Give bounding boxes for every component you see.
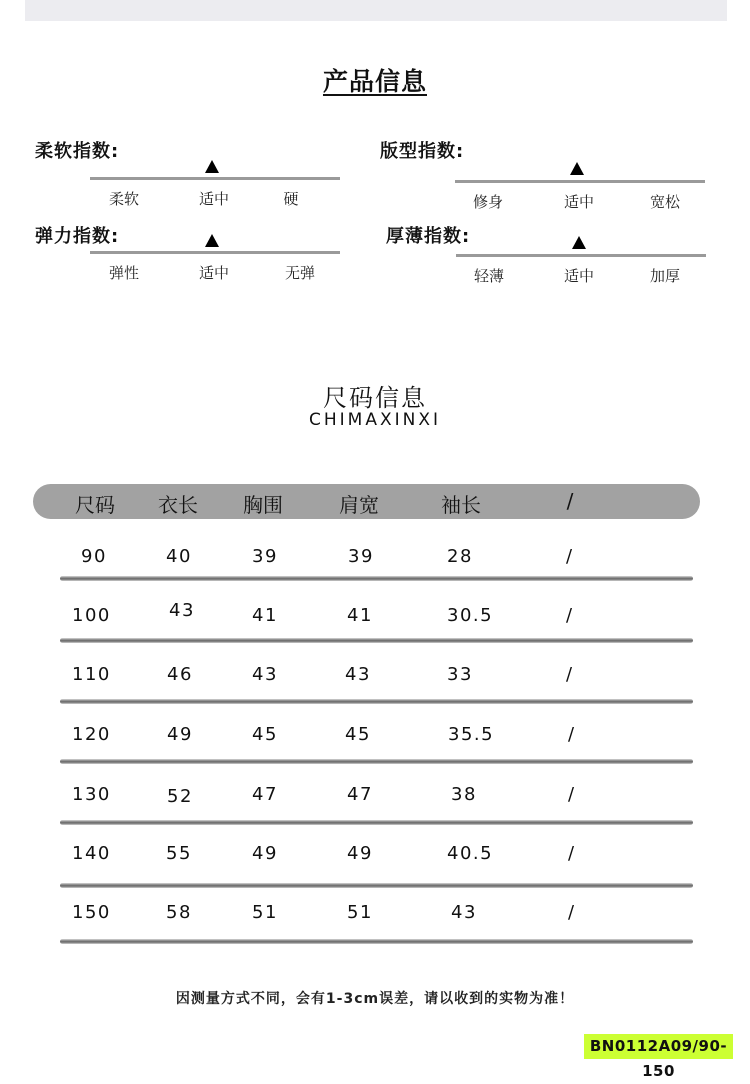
triangle-up-icon <box>205 234 219 247</box>
cell-length: 46 <box>167 664 193 685</box>
cell-sleeve: 40.5 <box>447 843 494 864</box>
cell-chest: 49 <box>252 843 278 864</box>
cell-extra: / <box>566 605 574 626</box>
cell-shoulder: 43 <box>345 664 371 685</box>
cell-shoulder: 45 <box>345 724 371 745</box>
cell-sleeve: 35.5 <box>448 724 495 745</box>
column-header-chest: 胸围 <box>243 493 283 517</box>
cell-size: 150 <box>72 902 111 923</box>
cell-length: 43 <box>169 600 195 621</box>
index-option: 适中 <box>563 193 594 211</box>
cell-length: 55 <box>166 843 192 864</box>
cell-extra: / <box>568 902 576 923</box>
index-option: 适中 <box>198 190 229 208</box>
index-option: 加厚 <box>649 267 680 285</box>
index-label: 版型指数: <box>380 141 465 162</box>
cell-chest: 51 <box>252 902 278 923</box>
index-scale-line <box>90 251 340 254</box>
cell-length: 58 <box>166 902 192 923</box>
index-option: 修身 <box>472 193 503 211</box>
measurement-note: 因测量方式不同，会有1-3cm误差，请以收到的实物为准！ <box>175 991 575 1007</box>
row-divider <box>60 638 693 643</box>
cell-shoulder: 41 <box>347 605 373 626</box>
cell-sleeve: 38 <box>451 784 477 805</box>
row-divider <box>60 820 693 825</box>
column-header-size: 尺码 <box>75 493 115 517</box>
index-option: 轻薄 <box>473 267 504 285</box>
cell-chest: 45 <box>252 724 278 745</box>
index-label: 厚薄指数: <box>386 226 471 247</box>
cell-shoulder: 49 <box>347 843 373 864</box>
cell-size: 90 <box>81 546 107 567</box>
triangle-up-icon <box>205 160 219 173</box>
row-divider <box>60 939 693 944</box>
product-code-badge: BN0112A09/90-150 <box>584 1034 733 1059</box>
cell-size: 140 <box>72 843 111 864</box>
top-band <box>25 0 727 21</box>
triangle-up-icon <box>572 236 586 249</box>
cell-extra: / <box>566 546 574 567</box>
row-divider <box>60 883 693 888</box>
index-option: 硬 <box>283 190 299 208</box>
cell-size: 130 <box>72 784 111 805</box>
row-divider <box>60 576 693 581</box>
index-option: 柔软 <box>108 190 139 208</box>
index-option: 弹性 <box>108 264 139 282</box>
cell-length: 52 <box>167 786 193 807</box>
cell-length: 40 <box>166 546 192 567</box>
index-label: 弹力指数: <box>35 226 120 247</box>
cell-chest: 41 <box>252 605 278 626</box>
cell-size: 110 <box>72 664 111 685</box>
index-scale-line <box>455 180 705 183</box>
cell-shoulder: 39 <box>348 546 374 567</box>
column-header-shoulder: 肩宽 <box>339 493 379 517</box>
column-header-sleeve: 袖长 <box>441 493 481 517</box>
row-divider <box>60 759 693 764</box>
size-info-subtitle: CHIMAXINXI <box>309 410 441 430</box>
cell-extra: / <box>568 784 576 805</box>
cell-size: 100 <box>72 605 111 626</box>
cell-shoulder: 47 <box>347 784 373 805</box>
cell-sleeve: 33 <box>447 664 473 685</box>
index-label: 柔软指数: <box>35 141 120 162</box>
cell-chest: 39 <box>252 546 278 567</box>
cell-extra: / <box>568 724 576 745</box>
cell-sleeve: 30.5 <box>447 605 494 626</box>
product-info-title: 产品信息 <box>322 67 427 96</box>
column-header-extra: / <box>566 489 574 513</box>
index-option: 宽松 <box>649 193 680 211</box>
index-option: 适中 <box>563 267 594 285</box>
cell-size: 120 <box>72 724 111 745</box>
cell-sleeve: 28 <box>447 546 473 567</box>
triangle-up-icon <box>570 162 584 175</box>
cell-extra: / <box>568 843 576 864</box>
cell-chest: 43 <box>252 664 278 685</box>
cell-length: 49 <box>167 724 193 745</box>
index-scale-line <box>456 254 706 257</box>
cell-shoulder: 51 <box>347 902 373 923</box>
cell-extra: / <box>566 664 574 685</box>
index-scale-line <box>90 177 340 180</box>
row-divider <box>60 699 693 704</box>
column-header-length: 衣长 <box>158 493 198 517</box>
cell-chest: 47 <box>252 784 278 805</box>
cell-sleeve: 43 <box>451 902 477 923</box>
index-option: 适中 <box>198 264 229 282</box>
size-info-title: 尺码信息 <box>323 384 427 412</box>
index-option: 无弹 <box>284 264 315 282</box>
